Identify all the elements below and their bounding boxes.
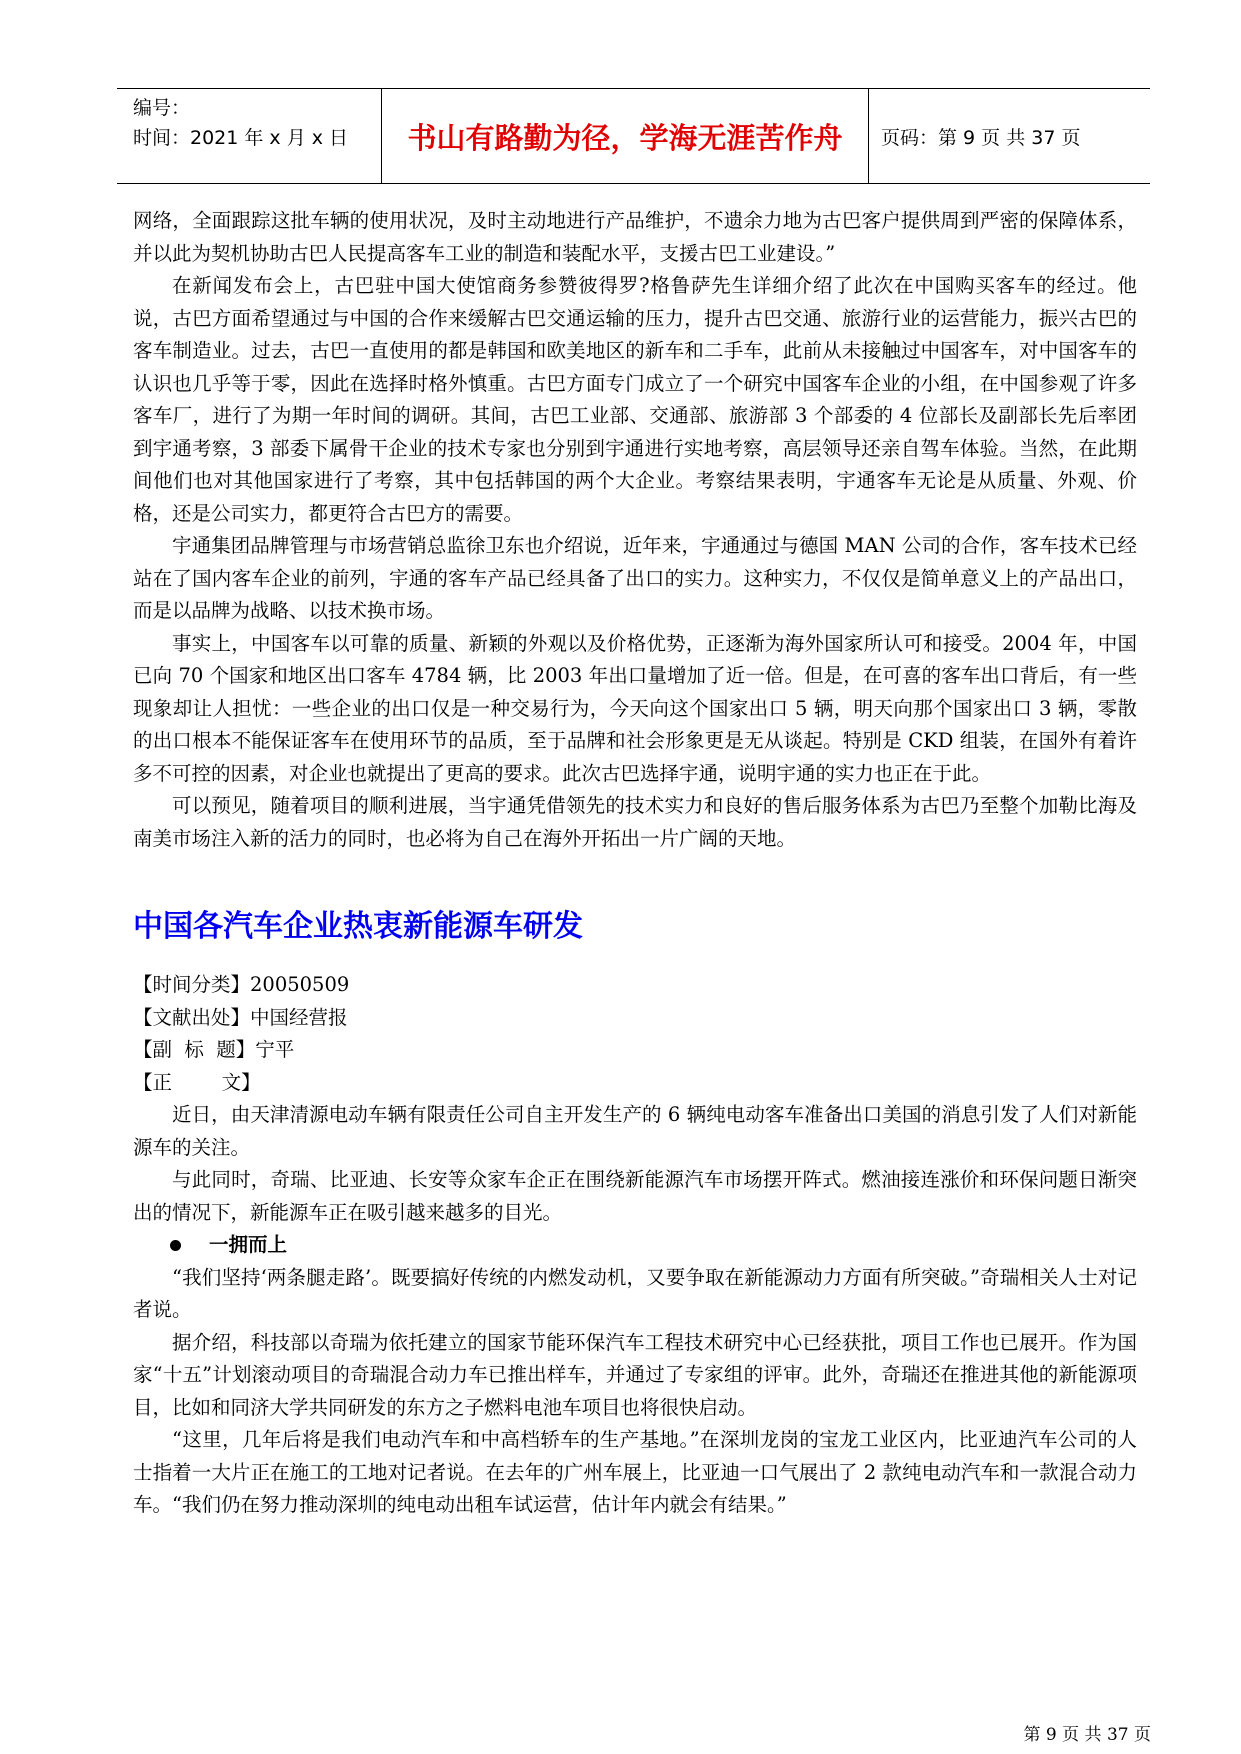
header-time-label: 时间：2021 年 x 月 x 日 xyxy=(133,127,349,149)
paragraph: 宇通集团品牌管理与市场营销总监徐卫东也介绍说，近年来，宇通通过与德国 MAN 公司的合作，客车技术已经站在了国内客车企业的前列，宇通的客车产品已经具备了出口的实力。这种实力，不仅仅是简单意义上的产品出口，而是以品牌为战略、以技术换市场。 xyxy=(133,534,1137,622)
paragraph: 事实上，中国客车以可靠的质量、新颖的外观以及价格优势，正逐渐为海外国家所认可和接受。2004 年，中国已向 70 个国家和地区出口客车 4784 辆，比 2003 年出口量增加了近一倍。但是，在可喜的客车出口背后，有一些现象却让人担忧：一些企业的出口仅是一种交易行为，今天向这个国家出口 5 辆，明天向那个国家出口 3 辆，零散的出口根本不能保证客车在使用环节的品质，至于品牌和社会形象更是无从谈起。特别是 CKD 组装，在国外有着许多不可控的因素，对企业也就提出了更高的要求。此次古巴选择宇通，说明宇通的实力也正在于此。 xyxy=(133,631,1137,785)
paragraph: 据介绍，科技部以奇瑞为依托建立的国家节能环保汽车工程技术研究中心已经获批，项目工作也已展开。作为国家“十五”计划滚动项目的奇瑞混合动力车已推出样车，并通过了专家组的评审。此外，奇瑞还在推进其他的新能源项目，比如和同济大学共同研发的东方之子燃料电池车项目也将很快启动。 xyxy=(133,1330,1137,1419)
paragraph: 与此同时，奇瑞、比亚迪、长安等众家车企正在围绕新能源汽车市场摆开阵式。燃油接连涨价和环保问题日渐突出的情况下，新能源车正在吸引越来越多的目光。 xyxy=(133,1168,1137,1224)
bullet-dot-icon xyxy=(170,1240,181,1251)
paragraph: 近日，由天津清源电动车辆有限责任公司自主开发生产的 6 辆纯电动客车准备出口美国的消息引发了人们对新能源车的关注。 xyxy=(133,1103,1137,1159)
page-footer: 第 9 页 共 37 页 xyxy=(1023,1725,1151,1745)
meta-source: 【文献出处】中国经营报 xyxy=(133,1005,348,1029)
meta-time: 【时间分类】20050509 xyxy=(133,973,350,996)
header-page-info: 页码：第 9 页 共 37 页 xyxy=(881,126,1081,149)
bullet-heading-text: 一拥而上 xyxy=(209,1233,288,1256)
header-motto-cell xyxy=(381,89,869,183)
header-motto: 书山有路勤为径，学海无涯苦作舟 xyxy=(407,120,843,155)
bullet-heading xyxy=(133,1229,1137,1262)
meta-subtitle: 【副 标 题】宁平 xyxy=(133,1038,295,1061)
paragraph: “我们坚持‘两条腿走路’。既要搞好传统的内燃发动机，又要争取在新能源动力方面有所突破。”奇瑞相关人士对记者说。 xyxy=(133,1265,1137,1321)
article-title: 中国各汽车企业热衷新能源车研发 xyxy=(133,909,583,944)
page-header xyxy=(117,88,1150,184)
paragraph: 可以预见，随着项目的顺利进展，当宇通凭借领先的技术实力和良好的售后服务体系为古巴乃至整个加勒比海及南美市场注入新的活力的同时，也必将为自己在海外开拓出一片广阔的天地。 xyxy=(133,794,1137,850)
meta-text: 【正 文】 xyxy=(133,1070,261,1094)
header-number-label: 编号： xyxy=(133,97,191,119)
paragraph: “这里，几年后将是我们电动汽车和中高档轿车的生产基地。”在深圳龙岗的宝龙工业区内，比亚迪汽车公司的人士指着一大片正在施工的工地对记者说。在去年的广州车展上，比亚迪一口气展出了 2 款纯电动汽车和一款混合动力车。“我们仍在努力推动深圳的纯电动出租车试运营，估计年内就会有结果。” xyxy=(133,1428,1137,1516)
document-body xyxy=(133,205,1137,1522)
header-left-cell xyxy=(117,89,381,183)
paragraph: 在新闻发布会上，古巴驻中国大使馆商务参赞彼得罗?格鲁萨先生详细介绍了此次在中国购买客车的经过。他说，古巴方面希望通过与中国的合作来缓解古巴交通运输的压力，提升古巴交通、旅游行业的运营能力，振兴古巴的客车制造业。过去，古巴一直使用的都是韩国和欧美地区的新车和二手车，此前从未接触过中国客车，对中国客车的认识也几乎等于零，因此在选择时格外慎重。古巴方面专门成立了一个研究中国客车企业的小组，在中国参观了许多客车厂，进行了为期一年时间的调研。其间，古巴工业部、交通部、旅游部 3 个部委的 4 位部长及副部长先后率团到宇通考察，3 部委下属骨干企业的技术专家也分别到宇通进行实地考察，高层领导还亲自驾车体验。当然，在此期间他们也对其他国家进行了考察，其中包括韩国的两个大企业。考察结果表明，宇通客车无论是从质量、外观、价格，还是公司实力，都更符合古巴方的需要。 xyxy=(133,274,1137,525)
paragraph: 网络，全面跟踪这批车辆的使用状况，及时主动地进行产品维护，不遗余力地为古巴客户提供周到严密的保障体系，并以此为契机协助古巴人民提高客车工业的制造和装配水平，支援古巴工业建设。” xyxy=(133,209,1137,265)
